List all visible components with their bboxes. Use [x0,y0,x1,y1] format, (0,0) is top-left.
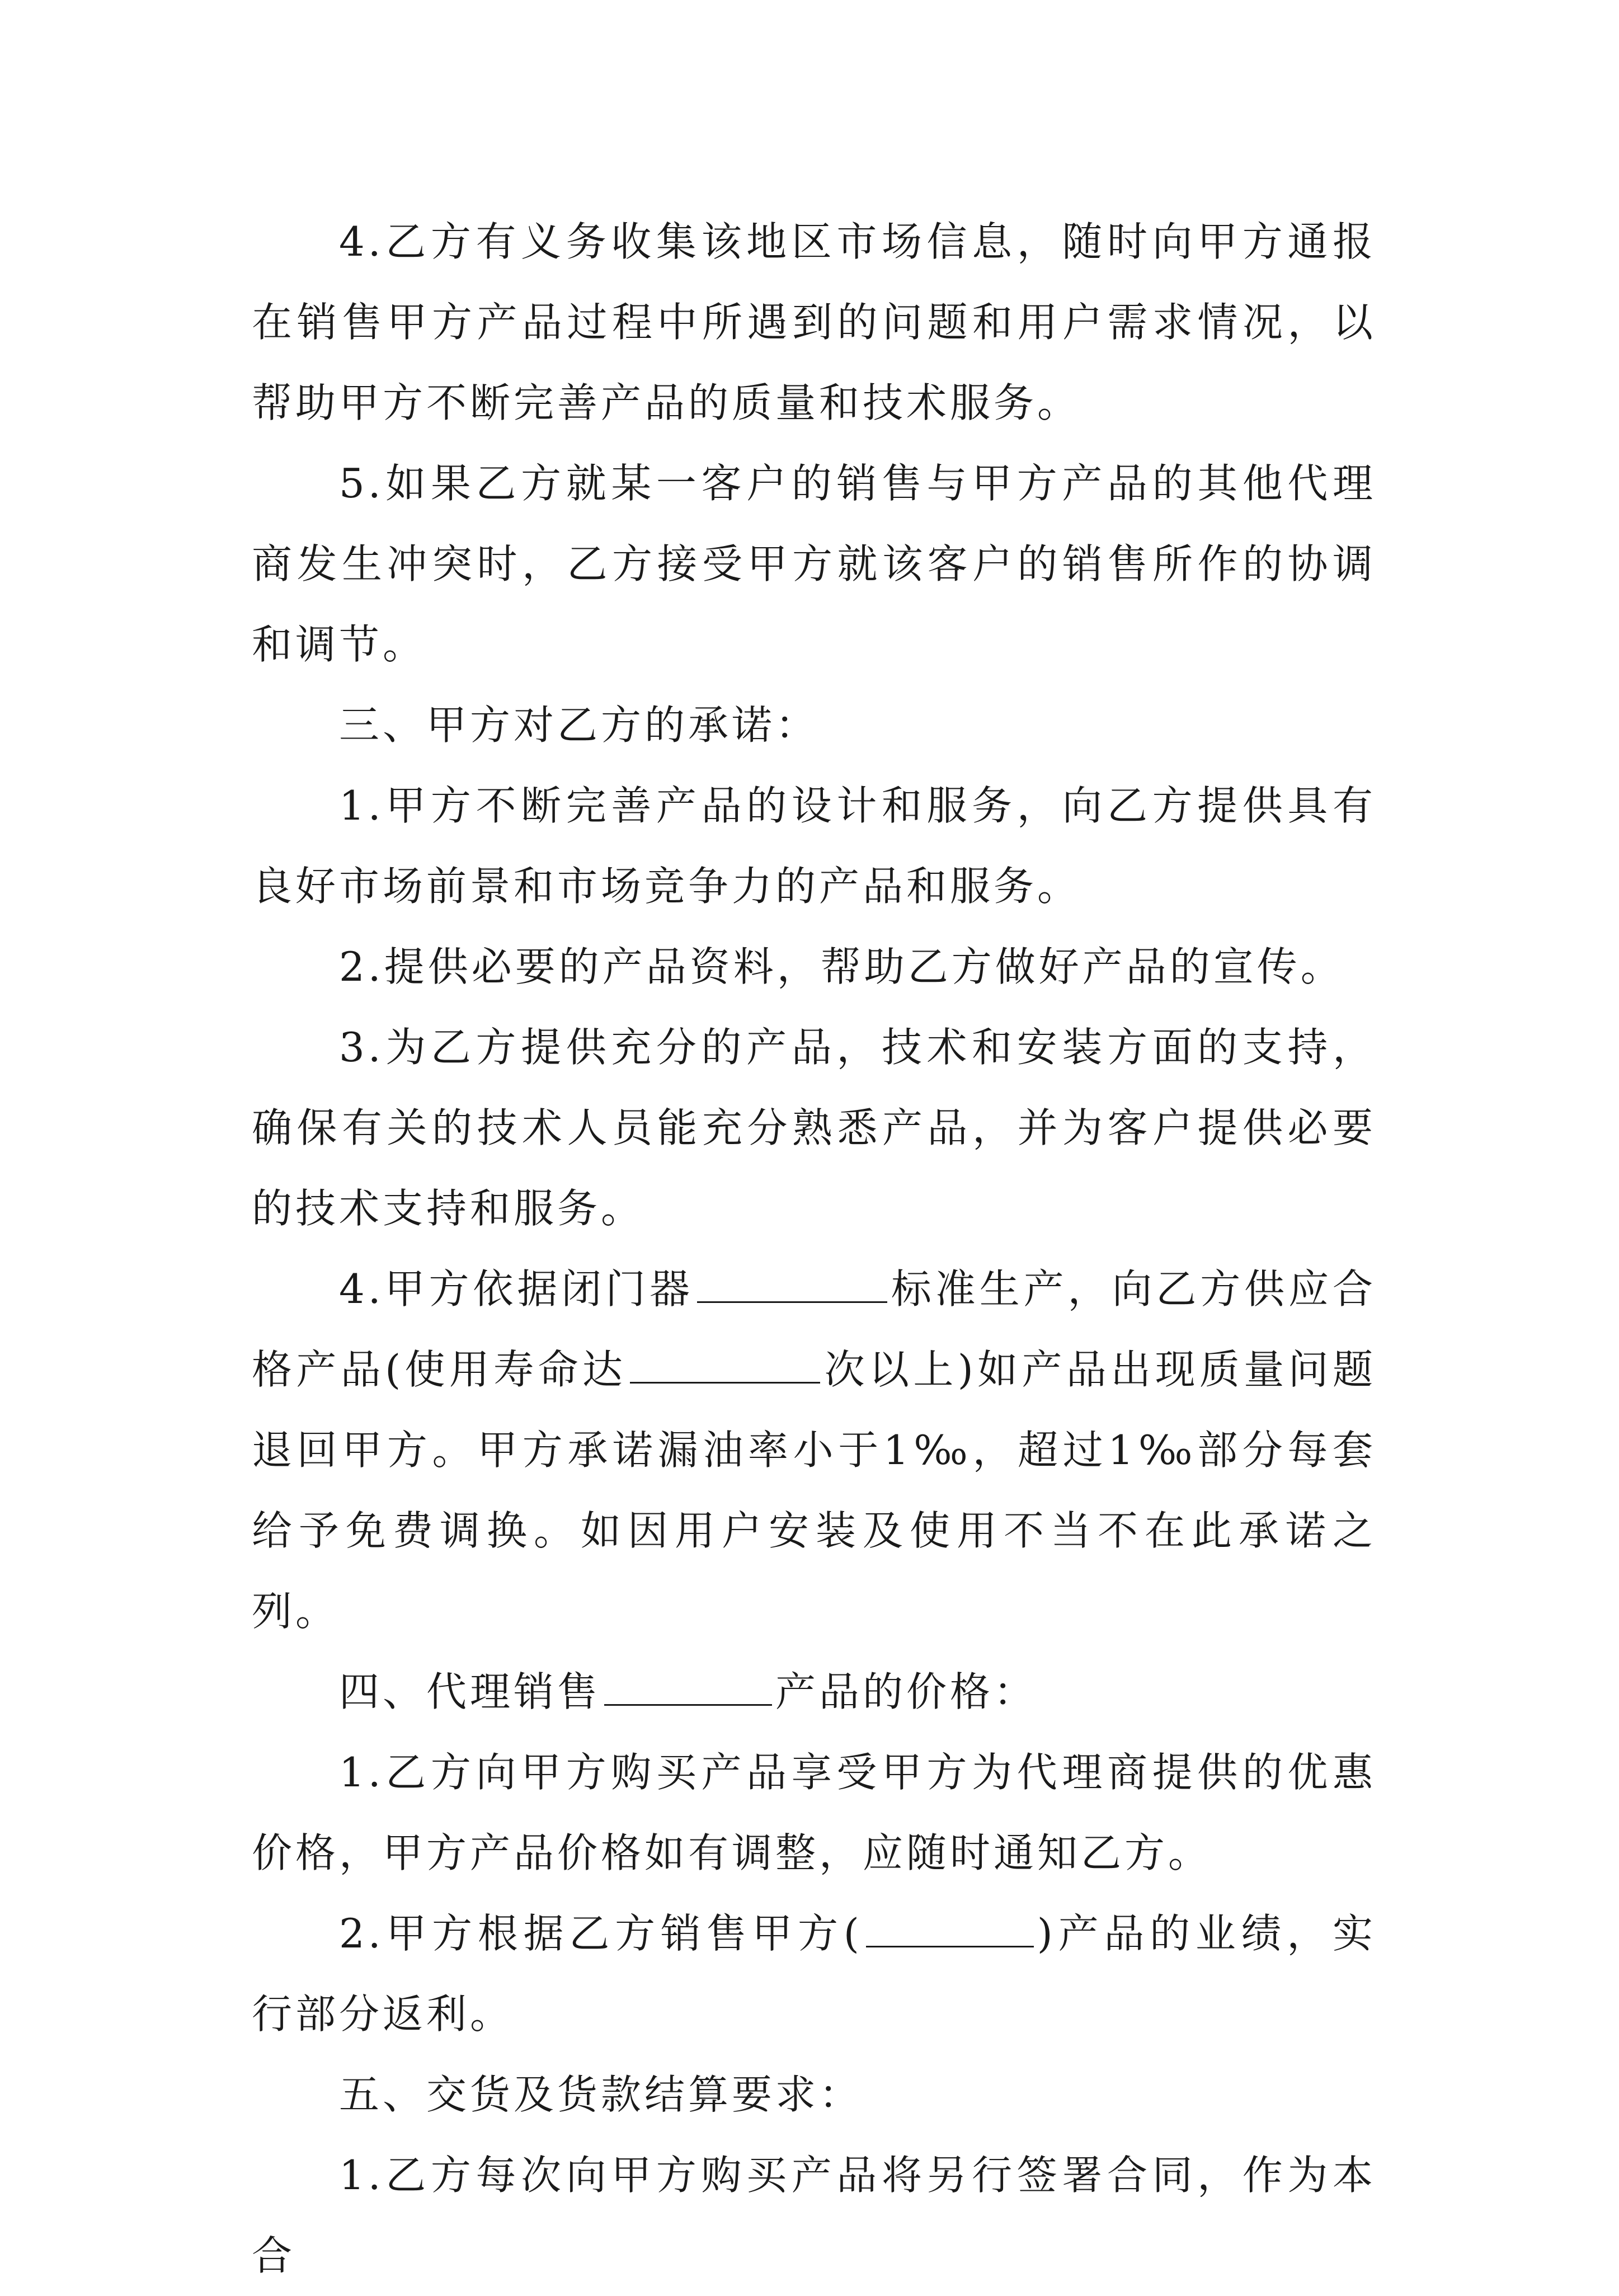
section-heading-5: 五、交货及货款结算要求： [339,2071,863,2118]
blank-brand-field [866,1907,1034,1947]
promise-4-text-a: 4.甲方依据闭门器 [339,1265,694,1312]
blank-product-field [604,1665,772,1706]
blank-standard-field [697,1262,887,1303]
section-heading-3: 三、甲方对乙方的承诺： [339,702,820,749]
paragraph-promise-4 [252,1249,1376,1652]
paragraph-promise-3: 3.为乙方提供充分的产品，技术和安装方面的支持，确保有关的技术人员能充分熟悉产品，并为客户提供必要的技术支持和服务。 [252,1024,1376,1232]
paragraph-delivery-1: 1.乙方每次向甲方购买产品将另行签署合同，作为本合 [252,2152,1376,2279]
paragraph-price-2 [252,1893,1376,2054]
price-2-text-a: 2.甲方根据乙方销售甲方( [339,1910,863,1957]
paragraph-promise-2: 2.提供必要的产品资料，帮助乙方做好产品的宣传。 [339,943,1344,990]
paragraph-obligation-5: 5.如果乙方就某一客户的销售与甲方产品的其他代理商发生冲突时，乙方接受甲方就该客户的销售所作的协调和调节。 [252,460,1376,668]
section-heading-4 [252,1652,1376,1732]
document-body [252,201,1376,2296]
heading-4-text-b: 产品的价格： [775,1668,1038,1715]
paragraph-obligation-4: 4.乙方有义务收集该地区市场信息，随时向甲方通报在销售甲方产品过程中所遇到的问题和用户需求情况，以帮助甲方不断完善产品的质量和技术服务。 [252,218,1376,426]
promise-4-text-b: 标准生产，向乙方供应合格产品(使用寿命达 [252,1265,1376,1393]
paragraph-price-1: 1.乙方向甲方购买产品享受甲方为代理商提供的优惠价格，甲方产品价格如有调整，应随时通知乙方。 [252,1749,1376,1876]
promise-4-text-c: 次以上)如产品出现质量问题退回甲方。甲方承诺漏油率小于1‰，超过1‰部分每套给予免费调换。如因用户安装及使用不当不在此承诺之列。 [252,1346,1377,1635]
heading-4-text-a: 四、代理销售 [339,1668,601,1715]
price-2-text-b: )产品的业绩，实行部分返利。 [252,1910,1376,2038]
paragraph-promise-1: 1.甲方不断完善产品的设计和服务，向乙方提供具有良好市场前景和市场竞争力的产品和服务。 [252,782,1376,910]
blank-lifetime-field [630,1343,820,1384]
